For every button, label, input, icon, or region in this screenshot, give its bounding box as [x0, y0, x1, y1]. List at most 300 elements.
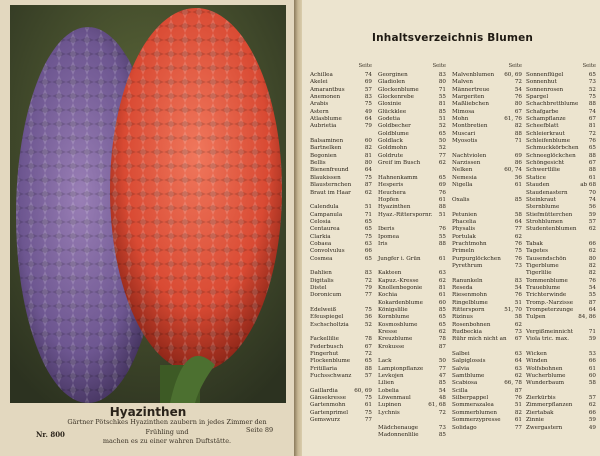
index-entry [452, 160, 522, 167]
index-entry [310, 285, 372, 292]
entry-page: 80 [364, 160, 372, 167]
entry-page: 62 [588, 402, 596, 409]
index-entry [310, 116, 372, 123]
entry-name: Oxalis [452, 196, 470, 203]
index-entry [310, 101, 372, 108]
caption-line: Gärtner Pötschkes Hyazinthen zaubern in jedes Zimmer den Frühling und [67, 418, 267, 436]
entry-name: Gartenmohn [310, 402, 346, 409]
entry-name: Lilien [378, 380, 394, 387]
index-gap [310, 300, 372, 307]
entry-name: Kosmosblume [378, 321, 418, 328]
image-title: Hyazinthen [109, 405, 187, 419]
entry-name: Schachbrettblume [526, 101, 579, 108]
entry-page: 82 [588, 262, 596, 269]
entry-name: Physalis [452, 226, 476, 233]
entry-name: Hesperis [378, 182, 404, 189]
entry-name: Kornblume [378, 314, 410, 321]
entry-page: 82 [364, 145, 372, 152]
entry-name: Bellis [310, 160, 326, 167]
index-entry [378, 182, 446, 189]
index-entry [526, 380, 596, 387]
entry-name: Statice [526, 174, 546, 181]
seite-header: Seite [432, 63, 446, 69]
index-entry [378, 101, 446, 108]
entry-name: Scheefblatt [526, 123, 559, 130]
index-entry [378, 153, 446, 160]
entry-name: Malvenblumen [452, 72, 495, 78]
entry-page: 82 [514, 123, 522, 130]
entry-name: Gemswurz [310, 417, 340, 424]
entry-name: Gaillardia [310, 387, 338, 394]
entry-page: 83 [364, 94, 372, 101]
entry-name: Blausternchen [310, 182, 352, 189]
entry-name: Digitalis [310, 277, 334, 284]
entry-name: Schöngesicht [526, 160, 565, 167]
entry-name: Greif im Busch [378, 160, 421, 167]
index-entry [310, 395, 372, 402]
entry-page: 61 [438, 255, 446, 262]
index-entry [310, 212, 372, 219]
index-gap [526, 322, 596, 329]
entry-page: 53 [588, 351, 596, 358]
index-entry [526, 145, 596, 152]
entry-page: 83 [364, 270, 372, 277]
entry-name: Nemesia [452, 174, 477, 181]
entry-name: Ranunkeln [452, 277, 483, 284]
entry-name: Primeln [452, 248, 475, 255]
entry-page: 62 [438, 277, 446, 284]
index-entry [310, 248, 372, 255]
entry-page: 75 [514, 248, 522, 255]
entry-name: Rudbeckia [452, 329, 482, 336]
entry-name: Männertreue [452, 86, 490, 93]
entry-page: 85 [514, 196, 522, 203]
index-entry [378, 116, 446, 123]
entry-name: Glockenblume [378, 86, 419, 93]
entry-name: Phacelia [452, 218, 477, 225]
entry-name: Lobelia [378, 387, 399, 394]
entry-name: Hyazinthen [378, 204, 411, 211]
entry-page: 62 [438, 160, 446, 167]
entry-page: 72 [364, 277, 372, 284]
entry-page: 88 [588, 167, 596, 174]
entry-name: Trichterwinde [526, 292, 567, 299]
entry-page: 61 [588, 365, 596, 372]
entry-page: 63 [514, 365, 522, 372]
entry-page: 65 [438, 321, 446, 328]
entry-page: 80 [588, 255, 596, 262]
index-entry [452, 109, 522, 116]
index-entry [310, 72, 372, 79]
index-gap [378, 417, 446, 424]
index-entry [526, 351, 596, 358]
index-entry [310, 109, 372, 116]
index-entry [310, 167, 372, 174]
entry-name: Ziertabak [526, 409, 554, 416]
index-entry [310, 226, 372, 233]
index-entry [452, 226, 522, 233]
entry-page: 88 [514, 130, 522, 137]
entry-page: 81 [588, 123, 596, 130]
index-entry [310, 278, 372, 285]
index-entry [310, 410, 372, 417]
entry-page: 63 [364, 240, 372, 247]
entry-page: 66, 78 [504, 380, 522, 387]
index-entry [378, 329, 446, 336]
index-gap [526, 234, 596, 241]
index-entry [378, 270, 446, 277]
index-entry [452, 292, 522, 299]
entry-page: 60 [438, 299, 446, 306]
entry-name: Federbusch [310, 343, 344, 350]
entry-page: 71 [364, 211, 372, 218]
entry-name: Spargel [526, 94, 549, 101]
index-entry [378, 131, 446, 138]
entry-name: Goldrute [378, 152, 404, 159]
entry-page: 86 [514, 160, 522, 167]
entry-page: 77 [364, 292, 372, 299]
entry-name: Viola tric. max. [526, 336, 569, 343]
entry-name: Zimmerpflanzen [526, 402, 573, 409]
entry-page: 70 [588, 189, 596, 196]
entry-page: 74 [588, 108, 596, 115]
entry-name: Nigella [452, 182, 473, 189]
entry-name: Wunderbaum [526, 380, 565, 387]
entry-page: 87 [588, 299, 596, 306]
index-entry [452, 358, 522, 365]
index-entry [378, 395, 446, 402]
entry-name: Celosia [310, 218, 331, 225]
index-entry [526, 116, 596, 123]
entry-page: 60 [364, 138, 372, 145]
index-entry [310, 234, 372, 241]
entry-name: Schampflanze [526, 116, 566, 123]
hyacinth-photo [10, 5, 286, 403]
entry-name: Schmuckkörbchen [526, 145, 579, 152]
index-entry [526, 402, 596, 409]
entry-name: Gloxinie [378, 101, 402, 108]
entry-name: Lack [378, 358, 392, 365]
entry-page: 73 [514, 329, 522, 336]
entry-name: Silberpappel [452, 395, 489, 402]
index-entry [526, 366, 596, 373]
entry-name: Krokusse [378, 343, 405, 350]
entry-page: 54 [438, 387, 446, 394]
entry-page: 60 [588, 373, 596, 380]
index-entry [378, 278, 446, 285]
entry-page: 72 [364, 351, 372, 358]
index-entry [378, 410, 446, 417]
entry-page: 57 [364, 86, 372, 93]
entry-page: 64 [514, 218, 522, 225]
index-entry [378, 336, 446, 343]
entry-page: 50 [438, 138, 446, 145]
entry-name: Tigerblume [526, 262, 559, 269]
entry-name: Sommerblumen [452, 409, 497, 416]
index-entry [378, 94, 446, 101]
entry-page: 77 [514, 226, 522, 233]
index-column-2 [378, 63, 446, 439]
entry-page: 84, 86 [578, 314, 596, 321]
index-entry [378, 358, 446, 365]
index-entry [310, 153, 372, 160]
entry-name: Anemonen [310, 94, 341, 101]
entry-name: Fackellilie [310, 336, 339, 343]
entry-name: Salbei [452, 351, 470, 358]
entry-name: Begonien [310, 152, 337, 159]
index-entry [378, 300, 446, 307]
index-entry [526, 307, 596, 314]
entry-page: 63 [514, 351, 522, 358]
entry-name: Kakteen [378, 270, 402, 277]
entry-page: 54 [588, 284, 596, 291]
entry-name: Knollenbegonie [378, 284, 423, 291]
entry-name: Samtblume [452, 373, 485, 380]
index-entry [310, 94, 372, 101]
entry-page: 79 [364, 123, 372, 130]
index-entry [378, 285, 446, 292]
index-column-1 [310, 63, 372, 425]
index-entry [526, 336, 596, 343]
entry-name: Clarkia [310, 233, 331, 240]
entry-name: Kresse [378, 329, 398, 336]
index-entry [378, 204, 446, 211]
index-gap [310, 197, 372, 204]
entry-name: Goldmohn [378, 145, 408, 152]
entry-name: Jungfer i. Grün [378, 255, 421, 262]
entry-name: Gartenprimel [310, 409, 349, 416]
entry-name: Bartnelken [310, 145, 342, 152]
entry-name: Schwertlilie [526, 167, 561, 174]
entry-name: Wicken [526, 351, 547, 358]
index-entry [310, 358, 372, 365]
entry-name: Tulpen [526, 314, 546, 321]
entry-name: Arabis [310, 101, 329, 108]
entry-page: 80 [514, 101, 522, 108]
entry-name: Löwenmaul [378, 395, 411, 402]
index-entry [310, 322, 372, 329]
index-entry [452, 366, 522, 373]
index-gap [526, 388, 596, 395]
index-entry [378, 197, 446, 204]
index-entry [452, 131, 522, 138]
entry-name: Kreuzblume [378, 336, 413, 343]
index-entry [310, 204, 372, 211]
entry-name: Traueblume [526, 284, 561, 291]
index-entry [452, 410, 522, 417]
entry-name: Efeuspiegel [310, 314, 344, 321]
index-entry [452, 248, 522, 255]
entry-name: Levkojen [378, 373, 404, 380]
entry-page: 62 [438, 329, 446, 336]
index-entry [310, 190, 372, 197]
entry-name: Portulak [452, 233, 476, 240]
entry-page: 67 [364, 343, 372, 350]
entry-page: 51, 70 [504, 307, 522, 313]
index-entry [526, 72, 596, 79]
entry-name: Salpiglossis [452, 358, 486, 365]
index-entry [378, 314, 446, 321]
index-entry [310, 307, 372, 314]
index-entry [526, 241, 596, 248]
entry-name: Petunien [452, 211, 477, 218]
entry-page: 55 [438, 94, 446, 101]
entry-page: 88 [438, 240, 446, 247]
index-entry [378, 366, 446, 373]
index-entry [526, 248, 596, 255]
entry-name: Sternblume [526, 204, 560, 211]
entry-name: Sonnenrosen [526, 86, 564, 93]
entry-page: 57 [588, 218, 596, 225]
entry-page: 51 [438, 116, 446, 123]
index-entry [526, 256, 596, 263]
entry-page: 75 [588, 94, 596, 101]
entry-name: Kapuz.-Kresse [378, 277, 419, 284]
entry-name: Glockenrebe [378, 94, 414, 101]
entry-page: 87 [364, 182, 372, 189]
index-entry [310, 344, 372, 351]
index-entry [526, 285, 596, 292]
entry-page: 64 [364, 116, 372, 123]
entry-name: Sonnenflügel [526, 72, 564, 78]
entry-page: 60, 69 [354, 387, 372, 394]
entry-page: 60, 69 [504, 72, 522, 78]
entry-name: Hyaz.-Ritterspornr. [378, 211, 433, 218]
index-entry [526, 358, 596, 365]
entry-name: Lupinen [378, 402, 402, 409]
index-gap [378, 351, 446, 358]
entry-page: 76 [438, 226, 446, 233]
entry-page: 87 [514, 387, 522, 394]
entry-page: 83 [514, 277, 522, 284]
index-entry [452, 241, 522, 248]
entry-name: Prachtmohn [452, 240, 487, 247]
entry-name: Glückklee [378, 108, 407, 115]
index-entry [310, 87, 372, 94]
entry-page: 66 [588, 409, 596, 416]
index-entry [452, 101, 522, 108]
index-entry [526, 417, 596, 424]
entry-name: Achillea [310, 72, 333, 78]
entry-name: Vergißmeinnicht [526, 329, 573, 336]
entry-name: Purpurglöckchen [452, 255, 501, 262]
index-entry [378, 307, 446, 314]
entry-name: Sommerzypresse [452, 417, 501, 424]
entry-page: 74 [588, 196, 596, 203]
index-entry [526, 219, 596, 226]
index-entry [526, 270, 596, 277]
entry-page: 65 [364, 358, 372, 365]
entry-name: Stiefmütterchen [526, 211, 573, 218]
entry-name: Zierkürbis [526, 395, 556, 402]
entry-page: 76 [514, 292, 522, 299]
entry-page: 64 [588, 307, 596, 313]
entry-page: 56 [364, 314, 372, 321]
entry-name: Nelken [452, 167, 473, 174]
entry-page: 66 [588, 240, 596, 247]
entry-page: 58 [514, 211, 522, 218]
index-title: Inhaltsverzeichnis Blumen [372, 32, 534, 44]
entry-name: Cosmea [310, 255, 333, 262]
entry-page: 51 [514, 402, 522, 409]
index-entry [452, 285, 522, 292]
entry-name: Aubrietia [310, 123, 337, 130]
entry-page: 61 [514, 417, 522, 424]
right-page [302, 0, 600, 456]
entry-page: 67 [514, 336, 522, 343]
entry-name: Tausendschön [526, 255, 567, 262]
entry-page: 61, 76 [504, 116, 522, 123]
seite-header: Seite [508, 63, 522, 69]
entry-name: Amarantbus [310, 86, 345, 93]
entry-page: 61 [438, 196, 446, 203]
index-entry [378, 241, 446, 248]
index-entry [310, 123, 372, 130]
index-entry [452, 87, 522, 94]
entry-page: 51 [438, 211, 446, 218]
index-entry [526, 182, 596, 189]
entry-name: Wolfsbohnen [526, 365, 563, 372]
entry-page: 62 [514, 321, 522, 328]
index-entry [526, 292, 596, 299]
index-column-4 [526, 63, 596, 432]
entry-page: 54 [514, 284, 522, 291]
entry-page: 71 [588, 329, 596, 336]
entry-page: 77 [438, 365, 446, 372]
entry-page: 76 [514, 240, 522, 247]
entry-page: 65 [438, 174, 446, 181]
entry-page: 69 [438, 182, 446, 189]
entry-page: 61 [438, 292, 446, 299]
entry-page: 81 [364, 152, 372, 159]
index-column-3 [452, 63, 522, 432]
entry-page: 58 [588, 380, 596, 387]
index-entry [310, 417, 372, 424]
entry-page: 81 [438, 284, 446, 291]
index-entry [310, 175, 372, 182]
index-entry [310, 292, 372, 299]
index-entry [526, 197, 596, 204]
index-entry [310, 366, 372, 373]
entry-name: Winden [526, 358, 548, 365]
entry-page: 67 [588, 116, 596, 123]
index-entry [452, 256, 522, 263]
entry-name: Rühr mich nicht an [452, 336, 507, 343]
entry-name: Doronicum [310, 292, 342, 299]
index-entry [310, 388, 372, 395]
index-entry [310, 79, 372, 86]
index-entry [310, 402, 372, 409]
entry-page: 57 [588, 395, 596, 402]
index-entry [310, 138, 372, 145]
index-entry [378, 138, 446, 145]
index-entry [452, 263, 522, 270]
index-entry [378, 432, 446, 439]
left-page [0, 0, 296, 456]
index-entry [452, 79, 522, 86]
entry-name: Kochia [378, 292, 398, 299]
index-entry [310, 336, 372, 343]
entry-page: 76 [514, 94, 522, 101]
entry-page: 55 [438, 233, 446, 240]
entry-page: 52 [438, 145, 446, 152]
entry-page: 83 [438, 72, 446, 78]
index-entry [452, 153, 522, 160]
entry-name: Zinnie [526, 417, 544, 424]
entry-page: 71 [438, 86, 446, 93]
item-number: Nr. 800 [36, 430, 65, 439]
index-entry [452, 351, 522, 358]
